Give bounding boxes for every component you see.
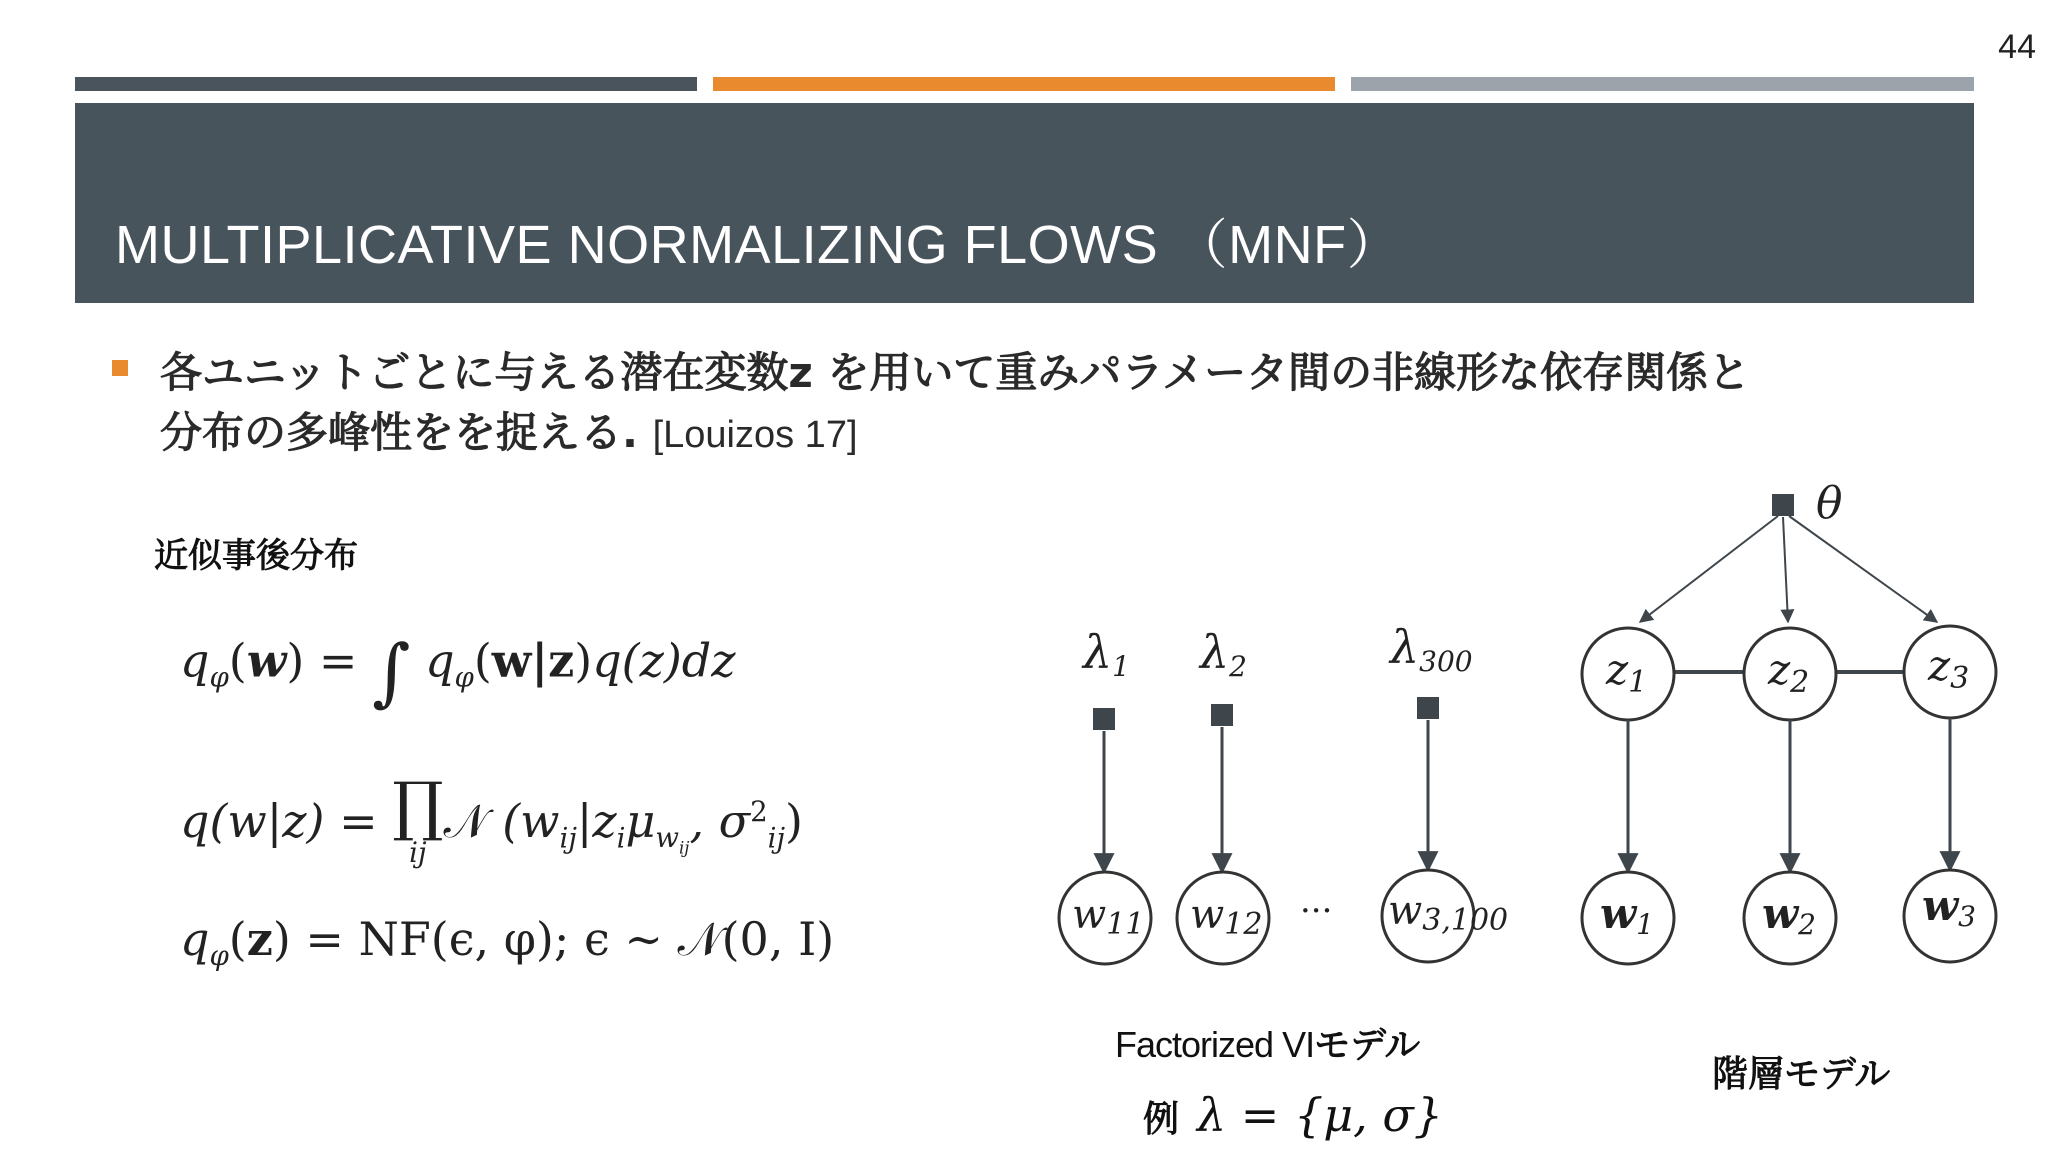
param-node-1 [1093,708,1115,730]
citation: [Louizos 17] [652,414,858,456]
bullet-text-line-1: 各ユニットごとに与える潜在変数z を用いて重みパラメータ間の非線形な依存関係と [160,348,1751,397]
ellipsis: ··· [1300,891,1333,931]
bullet-text-line-2-main: 分布の多峰性をを捉える. [160,408,638,457]
latent-label-1: z1 [1606,645,1648,700]
equation-variational-posterior: $q_\varphi(w)$ = ∫ $q_\varphi(w|z)q(z)dz$ [180,630,736,715]
caption-factorized-vi: Factorized VIモデル [1115,1024,1421,1066]
param-label-1: λ1 [1083,625,1130,683]
product-operator: ∏ ij [392,769,444,870]
slide-title: MULTIPLICATIVE NORMALIZING FLOWS （MNF） [115,215,1402,275]
weight-label-2: w2 [1762,889,1816,941]
hierarchical-graph [1582,478,1996,964]
factorized-vi-graph [1059,620,1508,964]
weight-label-3-100: w3,100 [1388,888,1509,938]
weight-label-12: w12 [1190,892,1263,942]
param-node-300 [1417,697,1439,719]
latent-label-3: z3 [1928,641,1970,696]
latent-label-2: z2 [1768,645,1810,700]
param-node-2 [1211,704,1233,726]
param-label-2: λ2 [1200,625,1247,683]
page-number: 44 [1998,28,2036,66]
caption-hierarchical: 階層モデル [1712,1054,1891,1095]
weight-label-11: w11 [1072,892,1145,942]
weight-label-1: w1 [1600,889,1654,941]
theta-node [1772,494,1794,516]
weight-label-3: w3 [1922,881,1976,933]
posterior-heading: 近似事後分布 [154,536,358,576]
caption-example: 例 λ = {μ, σ} [1143,1088,1444,1142]
theta-label: θ [1816,478,1843,529]
equation-conditional: q(w|z) = ∏ ij 𝒩 ($w_{ij}|z_i\mu_{w_{ij}}$, $\sigma^2_{ij}$) [180,769,803,870]
equation-flow: $q_\varphi(z) = NF(\epsilon$, φ); ϵ ∼ 𝒩(0, I) [180,912,835,973]
param-label-300: λ300 [1390,620,1473,678]
